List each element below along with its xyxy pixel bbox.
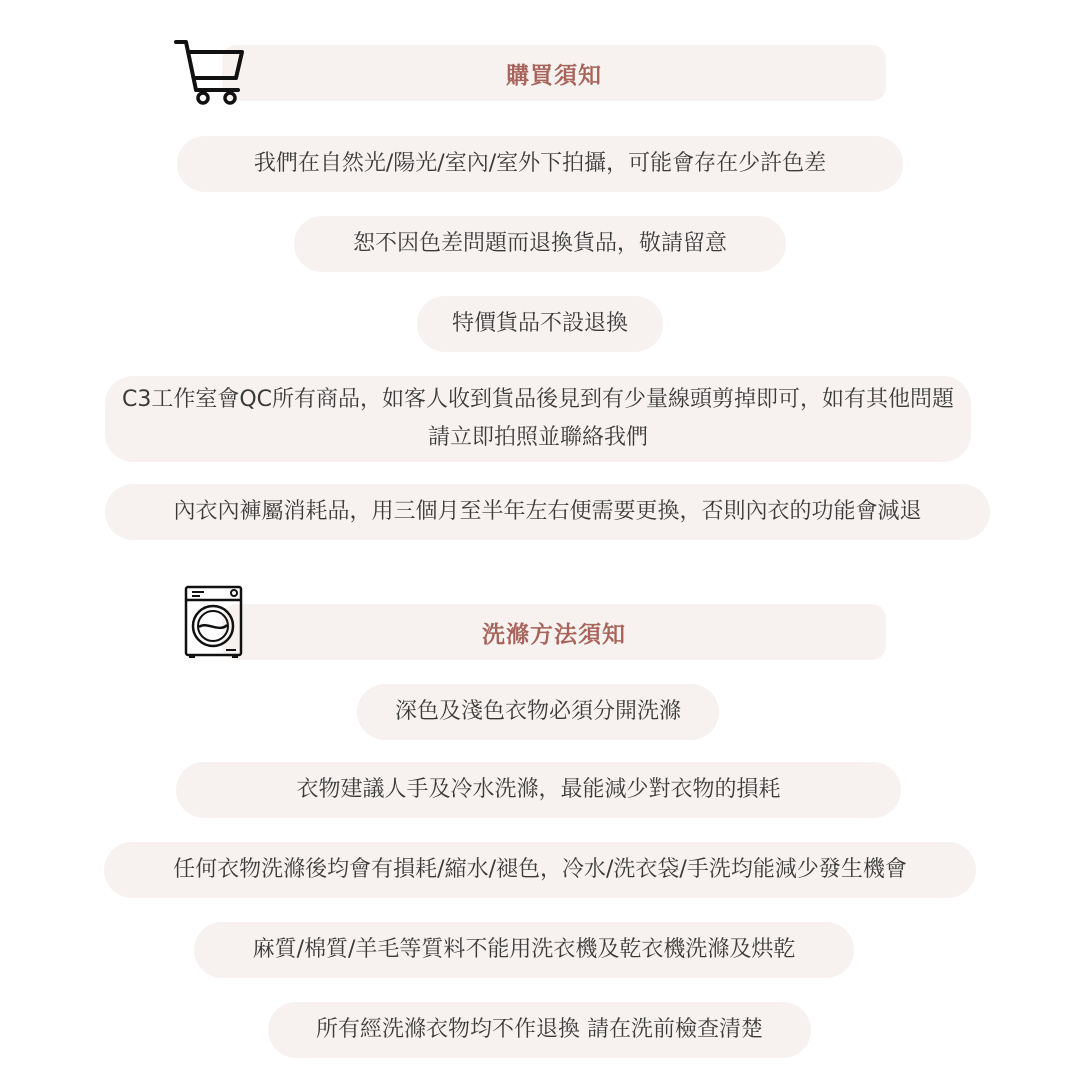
washing-note-4: 麻質/棉質/羊毛等質料不能用洗衣機及乾衣機洗滌及烘乾 [194,922,854,978]
shopping-cart-icon [172,38,248,108]
washing-header [222,604,886,660]
washing-note-1: 深色及淺色衣物必須分開洗滌 [357,684,719,740]
washing-title: 洗滌方法須知 [482,621,626,648]
purchase-note-1: 我們在自然光/陽光/室內/室外下拍攝，可能會存在少許色差 [177,136,903,192]
purchase-note-2: 恕不因色差問題而退換貨品，敬請留意 [294,216,786,272]
washing-machine-icon [182,584,244,660]
purchase-note-5: 內衣內褲屬消耗品，用三個月至半年左右便需要更換，否則內衣的功能會減退 [105,484,990,540]
purchase-note-3: 特價貨品不設退換 [417,296,663,352]
washing-note-2: 衣物建議人手及冷水洗滌，最能減少對衣物的損耗 [176,762,901,818]
washing-note-5: 所有經洗滌衣物均不作退換 請在洗前檢查清楚 [268,1002,811,1058]
purchase-note-4: C3工作室會QC所有商品，如客人收到貨品後見到有少量線頭剪掉即可，如有其他問題請立即拍照並聯絡我們 [105,376,971,462]
purchase-title: 購買須知 [506,62,602,89]
washing-note-3: 任何衣物洗滌後均會有損耗/縮水/褪色，冷水/洗衣袋/手洗均能減少發生機會 [104,842,976,898]
purchase-header [222,45,886,101]
